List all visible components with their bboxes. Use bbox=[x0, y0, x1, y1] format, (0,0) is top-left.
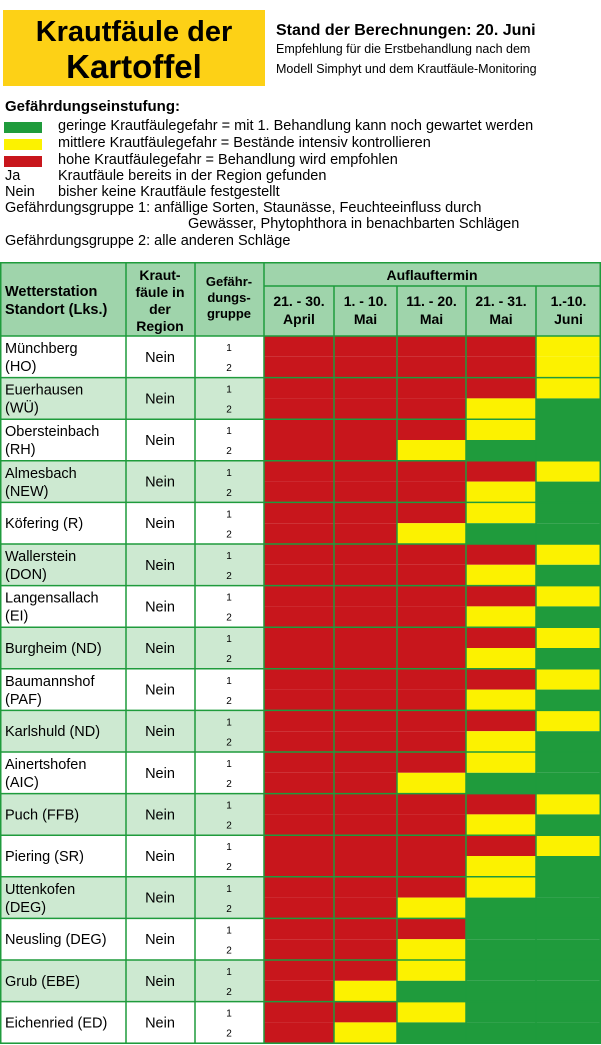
risk-cell bbox=[334, 814, 397, 835]
risk-cell bbox=[466, 336, 536, 357]
risk-cell bbox=[466, 835, 536, 856]
risk-cell bbox=[264, 794, 334, 815]
risk-cell bbox=[334, 710, 397, 731]
station-name: Karlshuld (ND) bbox=[5, 724, 101, 741]
risk-cell bbox=[397, 918, 466, 939]
group-label-1: 1 bbox=[226, 384, 232, 396]
risk-cell bbox=[264, 981, 334, 1002]
risk-cell bbox=[466, 378, 536, 399]
risk-cell bbox=[264, 731, 334, 752]
risk-cell bbox=[536, 835, 601, 856]
risk-cell bbox=[466, 627, 536, 648]
region-value: Nein bbox=[145, 849, 175, 865]
risk-cell bbox=[264, 586, 334, 607]
risk-cell bbox=[397, 398, 466, 419]
risk-cell bbox=[397, 440, 466, 461]
risk-cell bbox=[466, 960, 536, 981]
risk-cell bbox=[264, 1022, 334, 1043]
legend-gruppe1-line2: Gewässer, Phytophthora in benachbarten Schlägen bbox=[188, 216, 520, 232]
risk-cell bbox=[536, 565, 601, 586]
risk-cell bbox=[334, 877, 397, 898]
risk-cell bbox=[264, 648, 334, 669]
region-value: Nein bbox=[145, 599, 175, 616]
legend-text-green: geringe Krautfäulegefahr = mit 1. Behandlung kann noch gewartet werden bbox=[58, 118, 534, 134]
risk-cell bbox=[397, 960, 466, 981]
risk-table-chart bbox=[0, 262, 601, 1045]
risk-cell bbox=[466, 918, 536, 939]
risk-cell bbox=[334, 939, 397, 960]
risk-cell bbox=[334, 419, 397, 440]
legend-gruppe2: Gefährdungsgruppe 2: alle anderen Schläge bbox=[5, 233, 291, 249]
risk-cell bbox=[334, 461, 397, 482]
risk-cell bbox=[466, 669, 536, 690]
legend-swatch-red bbox=[4, 156, 42, 167]
header-gruppe-line: Gefähr- bbox=[205, 274, 253, 289]
station-name: Neusling (DEG) bbox=[5, 932, 107, 949]
subtitle-line-1: Empfehlung für die Erstbehandlung nach dem bbox=[276, 42, 531, 56]
column-header-4-line-1: 21. - 31. bbox=[475, 293, 527, 309]
risk-cell bbox=[397, 898, 466, 919]
legend-gruppe1-line1: Gefährdungsgruppe 1: anfällige Sorten, Staunässe, Feuchteeinfluss durch bbox=[5, 200, 482, 216]
risk-cell bbox=[397, 378, 466, 399]
group-label-1: 1 bbox=[226, 592, 232, 604]
station-name: Obersteinbach bbox=[5, 424, 100, 441]
group-label-1: 1 bbox=[226, 883, 232, 895]
risk-cell bbox=[397, 1022, 466, 1043]
risk-cell bbox=[264, 378, 334, 399]
header-region-line: Kraut- bbox=[139, 267, 181, 283]
region-value: Nein bbox=[145, 433, 175, 449]
risk-cell bbox=[536, 710, 601, 731]
risk-cell bbox=[536, 856, 601, 877]
group-label-2: 2 bbox=[226, 446, 232, 458]
header bbox=[0, 0, 601, 262]
risk-cell bbox=[466, 357, 536, 378]
risk-cell bbox=[334, 398, 397, 419]
risk-cell bbox=[466, 877, 536, 898]
risk-cell bbox=[264, 336, 334, 357]
station-name: Langensallach bbox=[5, 590, 99, 607]
risk-cell bbox=[397, 773, 466, 794]
risk-cell bbox=[536, 1022, 601, 1043]
group-label-1: 1 bbox=[226, 717, 232, 729]
station-name-line-2: (HO) bbox=[5, 359, 37, 375]
group-label-1: 1 bbox=[226, 759, 232, 770]
station-name: Ainertshofen bbox=[5, 757, 87, 773]
risk-cell bbox=[334, 378, 397, 399]
risk-cell bbox=[264, 627, 334, 648]
risk-cell bbox=[264, 690, 334, 711]
risk-cell bbox=[264, 752, 334, 773]
risk-cell bbox=[536, 461, 601, 482]
region-value: Nein bbox=[145, 973, 175, 990]
risk-cell bbox=[264, 710, 334, 731]
risk-cell bbox=[536, 606, 601, 627]
risk-cell bbox=[334, 960, 397, 981]
risk-cell bbox=[334, 606, 397, 627]
risk-cell bbox=[397, 669, 466, 690]
legend-title: Gefährdungseinstufung: bbox=[5, 98, 180, 115]
risk-cell bbox=[264, 565, 334, 586]
legend-text-yellow: mittlere Krautfäulegefahr = Bestände intensiv kontrollieren bbox=[58, 135, 431, 151]
station-name-line-2: (EI) bbox=[5, 608, 29, 625]
header-gruppe-line: dungs- bbox=[207, 290, 251, 305]
group-label-2: 2 bbox=[226, 529, 232, 541]
risk-cell bbox=[397, 336, 466, 357]
risk-cell bbox=[264, 835, 334, 856]
risk-cell bbox=[536, 1002, 601, 1023]
risk-cell bbox=[536, 502, 601, 523]
station-name: Euerhausen bbox=[5, 382, 84, 399]
risk-cell bbox=[466, 565, 536, 586]
risk-cell bbox=[536, 814, 601, 835]
risk-cell bbox=[397, 544, 466, 565]
risk-cell bbox=[334, 1022, 397, 1043]
risk-cell bbox=[334, 440, 397, 461]
group-label-1: 1 bbox=[226, 800, 232, 812]
station-name-line-2: (DEG) bbox=[5, 899, 47, 916]
station-name: Almesbach bbox=[5, 465, 77, 482]
risk-cell bbox=[264, 482, 334, 503]
risk-cell bbox=[264, 960, 334, 981]
column-header-5-line-2: Juni bbox=[554, 311, 583, 327]
risk-cell bbox=[397, 1002, 466, 1023]
risk-cell bbox=[466, 419, 536, 440]
risk-cell bbox=[466, 856, 536, 877]
risk-cell bbox=[536, 939, 601, 960]
risk-cell bbox=[397, 877, 466, 898]
risk-cell bbox=[536, 378, 601, 399]
station-name: Eichenried (ED) bbox=[5, 1015, 108, 1032]
station-name-line-2: (WÜ) bbox=[5, 400, 39, 417]
risk-cell bbox=[536, 898, 601, 919]
group-label-1: 1 bbox=[226, 509, 232, 521]
risk-cell bbox=[334, 794, 397, 815]
risk-cell bbox=[536, 960, 601, 981]
risk-cell bbox=[334, 835, 397, 856]
station-name: Baumannshof bbox=[5, 673, 95, 690]
group-label-2: 2 bbox=[226, 779, 232, 790]
risk-cell bbox=[536, 877, 601, 898]
region-value: Nein bbox=[145, 557, 175, 574]
risk-cell bbox=[536, 586, 601, 607]
column-header-2-line-1: 1. - 10. bbox=[343, 293, 388, 309]
risk-cell bbox=[466, 814, 536, 835]
group-label-1: 1 bbox=[226, 551, 232, 562]
group-label-2: 2 bbox=[226, 945, 232, 957]
legend-nein-text: bisher keine Krautfäule festgestellt bbox=[58, 184, 280, 200]
region-value: Nein bbox=[145, 890, 175, 907]
risk-cell bbox=[536, 669, 601, 690]
legend-swatch-green bbox=[4, 122, 42, 133]
header-region-line: fäule in bbox=[135, 284, 185, 300]
group-label-2: 2 bbox=[226, 820, 232, 832]
legend-nein-key: Nein bbox=[5, 184, 35, 200]
column-header-5-line-1: 1.-10. bbox=[550, 293, 587, 309]
chart-title: Auflauftermin bbox=[386, 267, 478, 283]
risk-cell bbox=[264, 398, 334, 419]
risk-cell bbox=[397, 939, 466, 960]
group-label-2: 2 bbox=[226, 363, 232, 374]
risk-cell bbox=[397, 835, 466, 856]
column-header-2-line-2: Mai bbox=[353, 311, 378, 327]
risk-cell bbox=[264, 523, 334, 544]
group-label-1: 1 bbox=[226, 426, 232, 438]
risk-cell bbox=[536, 336, 601, 357]
risk-cell bbox=[536, 544, 601, 565]
region-value: Nein bbox=[145, 682, 175, 699]
legend-swatch-yellow bbox=[4, 139, 42, 150]
region-value: Nein bbox=[145, 641, 175, 657]
risk-cell bbox=[397, 482, 466, 503]
risk-cell bbox=[264, 773, 334, 794]
risk-cell bbox=[397, 627, 466, 648]
station-name-line-2: (PAF) bbox=[5, 691, 42, 708]
risk-cell bbox=[536, 731, 601, 752]
risk-cell bbox=[466, 461, 536, 482]
risk-cell bbox=[334, 981, 397, 1002]
column-header-4-line-2: Mai bbox=[489, 311, 513, 327]
header-station-line-1: Wetterstation bbox=[5, 284, 98, 300]
risk-cell bbox=[334, 523, 397, 544]
risk-cell bbox=[334, 544, 397, 565]
risk-cell bbox=[334, 565, 397, 586]
risk-cell bbox=[466, 939, 536, 960]
risk-cell bbox=[397, 648, 466, 669]
group-label-2: 2 bbox=[226, 612, 232, 624]
risk-cell bbox=[397, 461, 466, 482]
header-gruppe-line: gruppe bbox=[206, 306, 252, 321]
group-label-1: 1 bbox=[226, 967, 232, 978]
risk-cell bbox=[466, 731, 536, 752]
region-value: Nein bbox=[145, 349, 175, 366]
risk-cell bbox=[264, 357, 334, 378]
risk-cell bbox=[397, 357, 466, 378]
risk-cell bbox=[466, 710, 536, 731]
group-label-1: 1 bbox=[226, 675, 232, 687]
legend-ja-key: Ja bbox=[5, 168, 21, 184]
group-label-1: 1 bbox=[226, 925, 232, 937]
risk-cell bbox=[334, 502, 397, 523]
risk-cell bbox=[264, 814, 334, 835]
station-name-line-2: (RH) bbox=[5, 442, 36, 459]
header-station-line-2: Standort (Lks.) bbox=[5, 302, 108, 318]
column-header-1-line-2: April bbox=[283, 311, 315, 327]
risk-cell bbox=[536, 690, 601, 711]
risk-cell bbox=[466, 794, 536, 815]
risk-cell bbox=[536, 398, 601, 419]
risk-cell bbox=[264, 544, 334, 565]
risk-cell bbox=[536, 918, 601, 939]
risk-cell bbox=[264, 856, 334, 877]
group-label-2: 2 bbox=[226, 987, 232, 998]
risk-cell bbox=[466, 773, 536, 794]
risk-cell bbox=[334, 669, 397, 690]
risk-cell bbox=[264, 898, 334, 919]
region-value: Nein bbox=[145, 1015, 175, 1032]
group-label-1: 1 bbox=[226, 467, 232, 479]
risk-cell bbox=[334, 731, 397, 752]
risk-cell bbox=[397, 523, 466, 544]
station-name-line-2: (DON) bbox=[5, 567, 47, 583]
title-box bbox=[3, 10, 265, 86]
risk-cell bbox=[466, 752, 536, 773]
station-name: Grub (EBE) bbox=[5, 973, 80, 990]
region-value: Nein bbox=[145, 807, 175, 824]
region-value: Nein bbox=[145, 391, 175, 408]
risk-cell bbox=[397, 710, 466, 731]
column-header-3-line-2: Mai bbox=[419, 311, 444, 327]
station-name-line-2: (AIC) bbox=[5, 775, 39, 791]
risk-cell bbox=[466, 523, 536, 544]
group-label-1: 1 bbox=[226, 842, 232, 854]
region-value: Nein bbox=[145, 516, 175, 533]
region-value: Nein bbox=[145, 474, 175, 491]
subtitle-line-2: Modell Simphyt und dem Krautfäule-Monitoring bbox=[276, 62, 537, 76]
region-value: Nein bbox=[145, 724, 175, 741]
risk-cell bbox=[397, 565, 466, 586]
group-label-2: 2 bbox=[226, 1028, 232, 1040]
risk-cell bbox=[466, 898, 536, 919]
risk-cell bbox=[334, 586, 397, 607]
risk-cell bbox=[334, 918, 397, 939]
group-label-2: 2 bbox=[226, 571, 232, 582]
risk-cell bbox=[397, 731, 466, 752]
risk-cell bbox=[264, 606, 334, 627]
risk-cell bbox=[466, 502, 536, 523]
risk-cell bbox=[536, 648, 601, 669]
station-name: Puch (FFB) bbox=[5, 807, 80, 824]
risk-cell bbox=[264, 1002, 334, 1023]
risk-cell bbox=[536, 523, 601, 544]
risk-cell bbox=[466, 606, 536, 627]
risk-cell bbox=[466, 398, 536, 419]
group-label-2: 2 bbox=[226, 404, 232, 416]
legend-text-red: hohe Krautfäulegefahr = Behandlung wird empfohlen bbox=[58, 152, 398, 168]
station-name: Wallerstein bbox=[5, 549, 77, 565]
group-label-1: 1 bbox=[226, 343, 232, 354]
risk-cell bbox=[397, 794, 466, 815]
station-name: Piering (SR) bbox=[5, 849, 84, 865]
station-name: Burgheim (ND) bbox=[5, 641, 102, 657]
risk-cell bbox=[397, 752, 466, 773]
risk-cell bbox=[397, 814, 466, 835]
group-label-2: 2 bbox=[226, 654, 232, 666]
risk-cell bbox=[334, 648, 397, 669]
risk-cell bbox=[334, 1002, 397, 1023]
risk-cell bbox=[466, 440, 536, 461]
risk-cell bbox=[334, 856, 397, 877]
risk-cell bbox=[397, 502, 466, 523]
risk-cell bbox=[466, 690, 536, 711]
legend-ja-text: Krautfäule bereits in der Region gefunden bbox=[58, 168, 327, 184]
risk-cell bbox=[466, 648, 536, 669]
risk-cell bbox=[466, 586, 536, 607]
risk-cell bbox=[536, 627, 601, 648]
risk-cell bbox=[334, 357, 397, 378]
group-label-2: 2 bbox=[226, 862, 232, 874]
risk-cell bbox=[264, 502, 334, 523]
risk-cell bbox=[334, 898, 397, 919]
station-name: Uttenkofen bbox=[5, 881, 76, 898]
header-region-line: Region bbox=[136, 318, 184, 334]
risk-cell bbox=[536, 794, 601, 815]
risk-cell bbox=[536, 357, 601, 378]
risk-cell bbox=[536, 773, 601, 794]
risk-cell bbox=[334, 752, 397, 773]
risk-cell bbox=[397, 981, 466, 1002]
group-label-1: 1 bbox=[226, 1008, 232, 1020]
risk-cell bbox=[264, 461, 334, 482]
risk-cell bbox=[264, 918, 334, 939]
column-header-1-line-1: 21. - 30. bbox=[273, 293, 325, 309]
risk-cell bbox=[397, 586, 466, 607]
risk-cell bbox=[536, 752, 601, 773]
region-value: Nein bbox=[145, 932, 175, 949]
risk-cell bbox=[536, 440, 601, 461]
risk-cell bbox=[536, 981, 601, 1002]
station-name: Münchberg bbox=[5, 341, 78, 357]
title-line-2: Kartoffel bbox=[66, 48, 202, 85]
risk-cell bbox=[466, 482, 536, 503]
risk-cell bbox=[334, 336, 397, 357]
group-label-2: 2 bbox=[226, 903, 232, 915]
region-value: Nein bbox=[145, 765, 175, 782]
group-label-2: 2 bbox=[226, 737, 232, 749]
station-name-line-2: (NEW) bbox=[5, 483, 49, 500]
risk-cell bbox=[264, 440, 334, 461]
risk-cell bbox=[264, 419, 334, 440]
risk-cell bbox=[466, 1022, 536, 1043]
risk-cell bbox=[334, 773, 397, 794]
risk-cell bbox=[397, 690, 466, 711]
group-label-2: 2 bbox=[226, 695, 232, 707]
risk-cell bbox=[334, 690, 397, 711]
group-label-2: 2 bbox=[226, 487, 232, 499]
title-line-1: Krautfäule der bbox=[35, 16, 233, 48]
risk-cell bbox=[466, 1002, 536, 1023]
risk-cell bbox=[397, 606, 466, 627]
risk-cell bbox=[397, 419, 466, 440]
risk-cell bbox=[264, 669, 334, 690]
risk-cell bbox=[466, 981, 536, 1002]
risk-cell bbox=[334, 627, 397, 648]
risk-cell bbox=[536, 419, 601, 440]
column-header-3-line-1: 11. - 20. bbox=[406, 293, 457, 309]
risk-cell bbox=[334, 482, 397, 503]
risk-cell bbox=[264, 939, 334, 960]
calculation-date: Stand der Berechnungen: 20. Juni bbox=[276, 22, 536, 39]
risk-cell bbox=[397, 856, 466, 877]
station-name: Köfering (R) bbox=[5, 516, 84, 533]
header-region-line: der bbox=[149, 301, 171, 317]
group-label-1: 1 bbox=[226, 634, 232, 646]
risk-cell bbox=[536, 482, 601, 503]
risk-cell bbox=[264, 877, 334, 898]
risk-cell bbox=[466, 544, 536, 565]
